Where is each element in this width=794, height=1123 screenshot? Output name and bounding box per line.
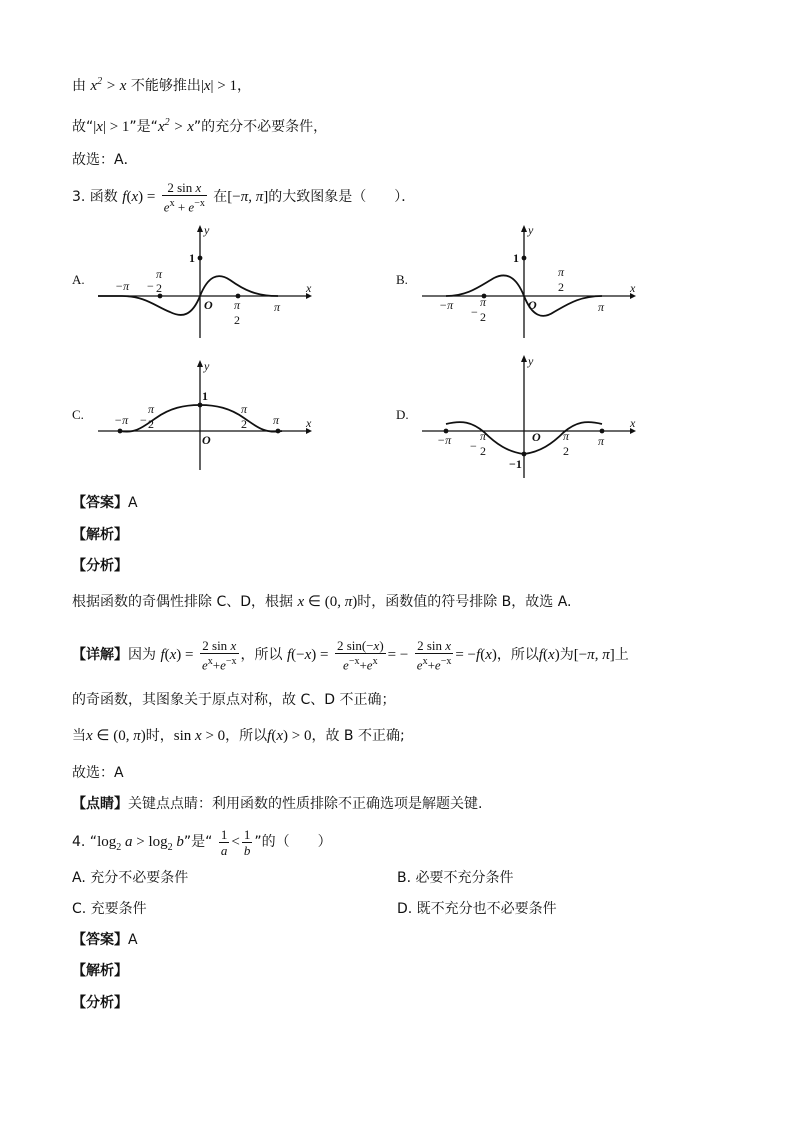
graph-c-pi-half-den: 2 [241,417,247,431]
math-expr: $x^2 > x$ [157,117,194,135]
graph-b-neg-pi: −π [439,298,454,312]
fraction: $\frac{\text{2 sin x}}{e^x+e^{-x}}$ [201,638,237,673]
text: 不能够推出 [130,78,201,94]
graph-c-one: 1 [202,389,208,403]
text: ，所以 [496,647,539,664]
graph-a-pi-half-num: π [234,298,241,312]
graph-b-label: B. [396,272,408,287]
graph-a-neg-pi-half-num: π [156,267,163,281]
graph-b-y-label: y [528,223,534,237]
question-3: 3. 函数 f(x) = $\frac{\text{2 sin x}}{e^x + e^{-x}}$ 在[−π, π]的大致图象是（ ）． [72,180,416,215]
graph-d-pi: π [598,434,605,448]
graph-d-x-label: x [630,416,636,430]
math-expr: f [122,189,127,206]
text: ，所以 [240,647,283,664]
graph-d-label: D. [396,407,409,422]
jiexi-heading: 【解析】 [72,527,128,543]
option-b[interactable]: B. 必要不充分条件 [397,870,514,886]
text: 由 [72,78,86,94]
graph-a-neg-pi-half-den: 2 [156,281,162,295]
dianjing-label: 【点睛】 [72,796,128,812]
dianjing-line [72,794,482,814]
graph-options [60,220,660,482]
answer2-line [72,930,138,950]
graph-c-y-arrow [197,360,203,367]
graph-b-pi: π [598,300,605,314]
graph-d-pi-half-den: 2 [563,444,569,458]
graph-b-y-arrow [521,225,527,232]
math-expr: f(x) = [160,647,194,664]
graph-b-neg-pi-half-den: 2 [480,310,486,324]
graph-d-origin: O [532,430,541,444]
graph-a-label: A. [72,272,85,287]
math-expr: |x| > 1 [93,119,130,135]
answer-value: A [128,932,138,948]
xiangjie-line: 【详解】因为 f(x) = $\frac{\text{2 sin x}}{e^x+e^{-x}}$ ，所以 f(−x) = $\frac{2 \sin(-x)}{e^{-x}+e^x}$ = − $\frac{\text{2 sin x}}{e^x+e^{-x}}$ = −f(x)，所以f(x)为[−π, π]上 [72,638,629,673]
graph-c-neg-sign: − [140,413,147,427]
graph-d-pi-half-num: π [563,429,570,443]
graph-a-pi: π [274,300,281,314]
graph-b-x-label: x [630,281,636,295]
graph-c-y-label: y [204,359,210,373]
text: 关键点点睛：利用函数的性质排除不正确选项是解题关键. [128,796,483,812]
fenxi-heading: 【分析】 [72,558,128,574]
graph-c-pi: π [273,413,280,427]
answer-label: 【答案】 [72,932,128,948]
graph-a-y-label: y [204,223,210,237]
graph-c-x-label: x [306,416,312,430]
math-expr: |x| > 1 [200,78,238,94]
graph-b-pi-half-num: π [558,265,565,279]
odd-function-line: 的奇函数，其图象关于原点对称，故 C、D 不正确； [72,692,396,708]
graph-a-pi-half-den: 2 [234,313,240,327]
text: ”是“ [183,834,213,850]
text: ，所以 [225,728,268,744]
text: 时，函数值的符号排除 B，故选 A. [357,594,572,610]
text: 在 [213,189,228,206]
question-4: 4. “$\log_2$ $a > \log_2 b$”是“ $\frac{1}{a}$ < $\frac{1}{b}$ ”的（ ） [72,826,332,858]
answer-value: A [128,495,138,511]
graph-b-origin: O [528,298,537,312]
math-expr: f(−x) = [286,647,329,664]
graph-d-neg-one: −1 [509,457,522,471]
graph-b-neg-pi-half-num: π [480,295,487,309]
text: 4. “ [72,834,98,850]
graph-c-neg-pi: −π [114,413,129,427]
text: 根据函数的奇偶性排除 C、D，根据 [72,594,294,610]
text: 故“ [72,119,94,135]
answer-line [72,493,138,513]
text: ”的充分不必要条件， [193,119,328,135]
text: ”的（ ） [254,834,332,850]
graph-b-one: 1 [513,251,519,265]
graph-c-label: C. [72,407,84,422]
graph-a-one: 1 [189,251,195,265]
option-a[interactable]: A. 充分不必要条件 [72,870,189,886]
text: ，故 B 不正确; [311,728,405,744]
graph-d-y-arrow [521,355,527,362]
option-c[interactable]: C. 充要条件 [72,901,147,917]
graph-c-neg-pi-half-num: π [148,402,155,416]
text: ”是“ [129,119,158,135]
fraction: $\frac{\text{2 sin x}}{e^x+e^{-x}}$ [416,638,452,673]
graph-a-origin: O [204,298,213,312]
graph-d-neg-pi-half-num: π [480,429,487,443]
xiangjie-label: 【详解】 [72,647,128,664]
text-line-2 [72,113,327,137]
graph-c-origin: O [202,433,211,447]
graph-a-neg-sign: − [147,279,154,293]
fraction: $\frac{\text{2 sin x}}{e^x + e^{-x}}$ [163,180,205,215]
graph-d-neg-pi-half-den: 2 [480,444,486,458]
math-expr: $x^2 > x$ [90,76,127,94]
jiexi2-heading: 【解析】 [72,963,128,979]
text: 时， [145,728,174,744]
text: 因为 [128,647,156,664]
math-expr: [−π, π] [227,189,269,206]
text: 上 [614,647,629,664]
graph-d-neg-pi: −π [437,433,452,447]
choose-line: 故选：A [72,765,124,781]
fenxi-text [72,592,572,612]
graph-c-neg-pi-half-den: 2 [148,417,154,431]
graph-c-pi-half-num: π [241,402,248,416]
fraction: $\frac{1}{a}$ [220,826,228,858]
graph-a-neg-pi: −π [115,279,130,293]
option-d[interactable]: D. 既不充分也不必要条件 [397,901,557,917]
answer-label: 【答案】 [72,495,128,511]
graph-a-y-arrow [197,225,203,232]
graph-b-pi-half-den: 2 [558,280,564,294]
fraction: $\frac{1}{b}$ [243,826,251,858]
when-line: 当x ∈ (0, π)时，sin x > 0，所以f(x) > 0，故 B 不正确; [72,728,405,744]
math-expr: x ∈ (0, π) [297,594,358,610]
text-line-1: 由 $x^2 > x$ 不能够推出|x| > 1， [72,76,252,94]
fenxi2-heading: 【分析】 [72,995,128,1011]
text: 的大致图象是（ ）． [268,189,416,206]
graph-b-neg-sign: − [471,305,478,319]
graph-d-y-label: y [528,354,534,368]
graph-a-x-label: x [306,281,312,295]
fraction: $\frac{2 \sin(-x)}{e^{-x}+e^x}$ [336,638,384,673]
text-line-3: 故选：A． [72,152,138,168]
graph-d-neg-sign: − [470,439,477,453]
text: 为 [559,647,574,664]
text: 3. 函数 [72,189,118,206]
text: 当 [72,728,86,744]
